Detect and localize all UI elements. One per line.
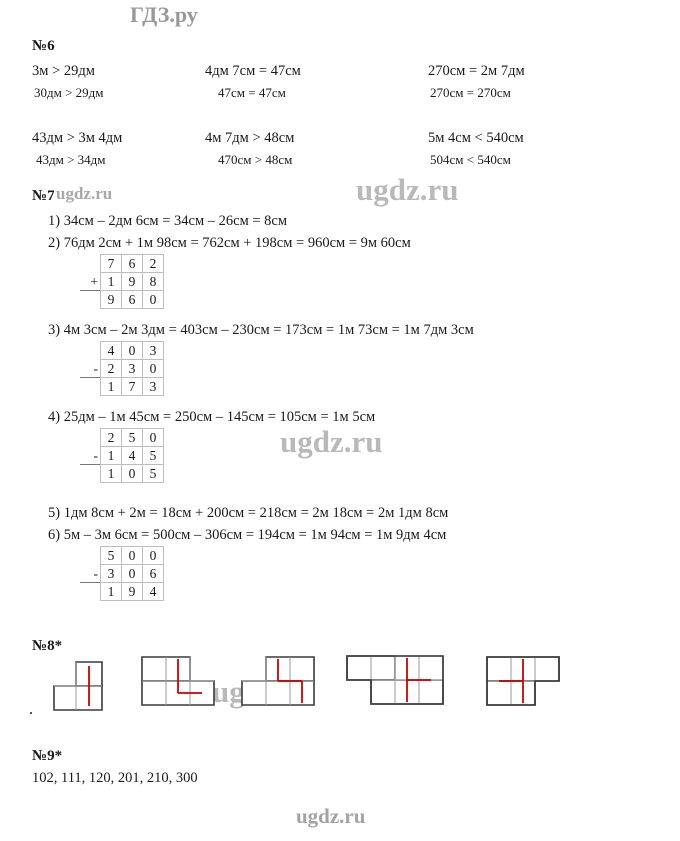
task-6-r0c1-sub: 47см = 47см <box>218 85 286 100</box>
task-6-r0c2-main: 270см = 2м 7дм <box>428 63 525 79</box>
figure-5 <box>485 655 569 715</box>
column-subtraction-4 <box>80 546 164 601</box>
col2-sign: - <box>93 360 98 376</box>
task-6-number: №6 <box>32 38 55 54</box>
figure-3 <box>240 655 324 715</box>
col1-sign: + <box>90 273 98 289</box>
col4-sign: - <box>93 565 98 581</box>
col4-result-2: 4 <box>143 583 164 601</box>
col4-top-2: 0 <box>143 547 164 565</box>
col3-top-2: 0 <box>143 429 164 447</box>
col3-bottom-0: 1 <box>101 447 122 465</box>
task-8-number: №8* <box>32 638 63 654</box>
task-7-item-1: 1) 34см – 2дм 6см = 34см – 26см = 8см <box>48 213 288 229</box>
watermark-3: ugdz.ru <box>280 424 383 459</box>
task-6-r0c1-main: 4дм 7см = 47см <box>205 63 301 79</box>
watermark-1: ugdz.ru <box>56 184 113 203</box>
task-7-item-6: 6) 5м – 3м 6см = 500см – 306см = 194см = 1м 94см = 1м 9дм 4см <box>48 527 447 543</box>
col2-top-1: 0 <box>122 342 143 360</box>
col2-top-2: 3 <box>143 342 164 360</box>
col2-result-2: 3 <box>143 378 164 396</box>
col4-top-1: 0 <box>122 547 143 565</box>
col2-top-0: 4 <box>101 342 122 360</box>
column-subtraction-2 <box>80 341 164 396</box>
col3-sign: - <box>93 447 98 463</box>
task-7-item-5: 5) 1дм 8см + 2м = 18см + 200см = 218см = 2м 18см = 2м 1дм 8см <box>48 505 449 521</box>
col1-top-0: 7 <box>101 255 122 273</box>
watermark-top: ГДЗ.ру <box>130 2 198 27</box>
col4-bottom-0: 3 <box>101 565 122 583</box>
col2-bottom-2: 0 <box>143 360 164 378</box>
stray-mark <box>30 712 32 714</box>
figure-2 <box>140 655 226 715</box>
col2-bottom-0: 2 <box>101 360 122 378</box>
col4-top-0: 5 <box>101 547 122 565</box>
task-6-r1c0-sub: 43дм > 34дм <box>36 152 106 167</box>
column-subtraction-3 <box>80 428 164 483</box>
col4-result-1: 9 <box>122 583 143 601</box>
task-9-number: №9* <box>32 748 63 764</box>
col1-top-2: 2 <box>143 255 164 273</box>
task-6-r1c2-sub: 504см < 540см <box>430 152 511 167</box>
col1-result-2: 0 <box>143 291 164 309</box>
task-6-r0c0-sub: 30дм > 29дм <box>34 85 104 100</box>
column-addition-1 <box>80 254 164 309</box>
figure-1 <box>50 660 114 716</box>
col3-top-0: 2 <box>101 429 122 447</box>
col3-bottom-1: 4 <box>122 447 143 465</box>
watermark-2: ugdz.ru <box>356 172 459 207</box>
col1-top-1: 6 <box>122 255 143 273</box>
col4-bottom-1: 0 <box>122 565 143 583</box>
col2-result-0: 1 <box>101 378 122 396</box>
col1-bottom-0: 1 <box>101 273 122 291</box>
task-9-answer: 102, 111, 120, 201, 210, 300 <box>32 770 198 786</box>
col4-result-0: 1 <box>101 583 122 601</box>
task-6-r1c1-main: 4м 7дм > 48см <box>205 130 295 146</box>
col2-result-1: 7 <box>122 378 143 396</box>
task-6-r1c1-sub: 470см > 48см <box>218 152 293 167</box>
task-6-r0c2-sub: 270см = 270см <box>430 85 511 100</box>
col4-bottom-2: 6 <box>143 565 164 583</box>
task-7-number: №7 <box>32 188 55 204</box>
task-6-r1c2-main: 5м 4см < 540см <box>428 130 524 146</box>
col1-bottom-1: 9 <box>122 273 143 291</box>
col1-bottom-2: 8 <box>143 273 164 291</box>
col3-top-1: 5 <box>122 429 143 447</box>
task-7-item-3: 3) 4м 3см – 2м 3дм = 403см – 230см = 173см = 1м 73см = 1м 7дм 3см <box>48 322 474 338</box>
figure-4 <box>345 650 449 712</box>
col1-result-1: 6 <box>122 291 143 309</box>
task-7-item-2: 2) 76дм 2см + 1м 98см = 762см + 198см = 960см = 9м 60см <box>48 235 411 251</box>
col1-result-0: 9 <box>101 291 122 309</box>
task-7-item-4: 4) 25дм – 1м 45см = 250см – 145см = 105см = 1м 5см <box>48 409 376 425</box>
task-6-r1c0-main: 43дм > 3м 4дм <box>32 130 123 146</box>
col3-result-1: 0 <box>122 465 143 483</box>
col3-result-0: 1 <box>101 465 122 483</box>
col3-result-2: 5 <box>143 465 164 483</box>
watermark-bottom: ugdz.ru <box>296 804 366 828</box>
col3-bottom-2: 5 <box>143 447 164 465</box>
col2-bottom-1: 3 <box>122 360 143 378</box>
task-6-r0c0-main: 3м > 29дм <box>32 63 95 79</box>
